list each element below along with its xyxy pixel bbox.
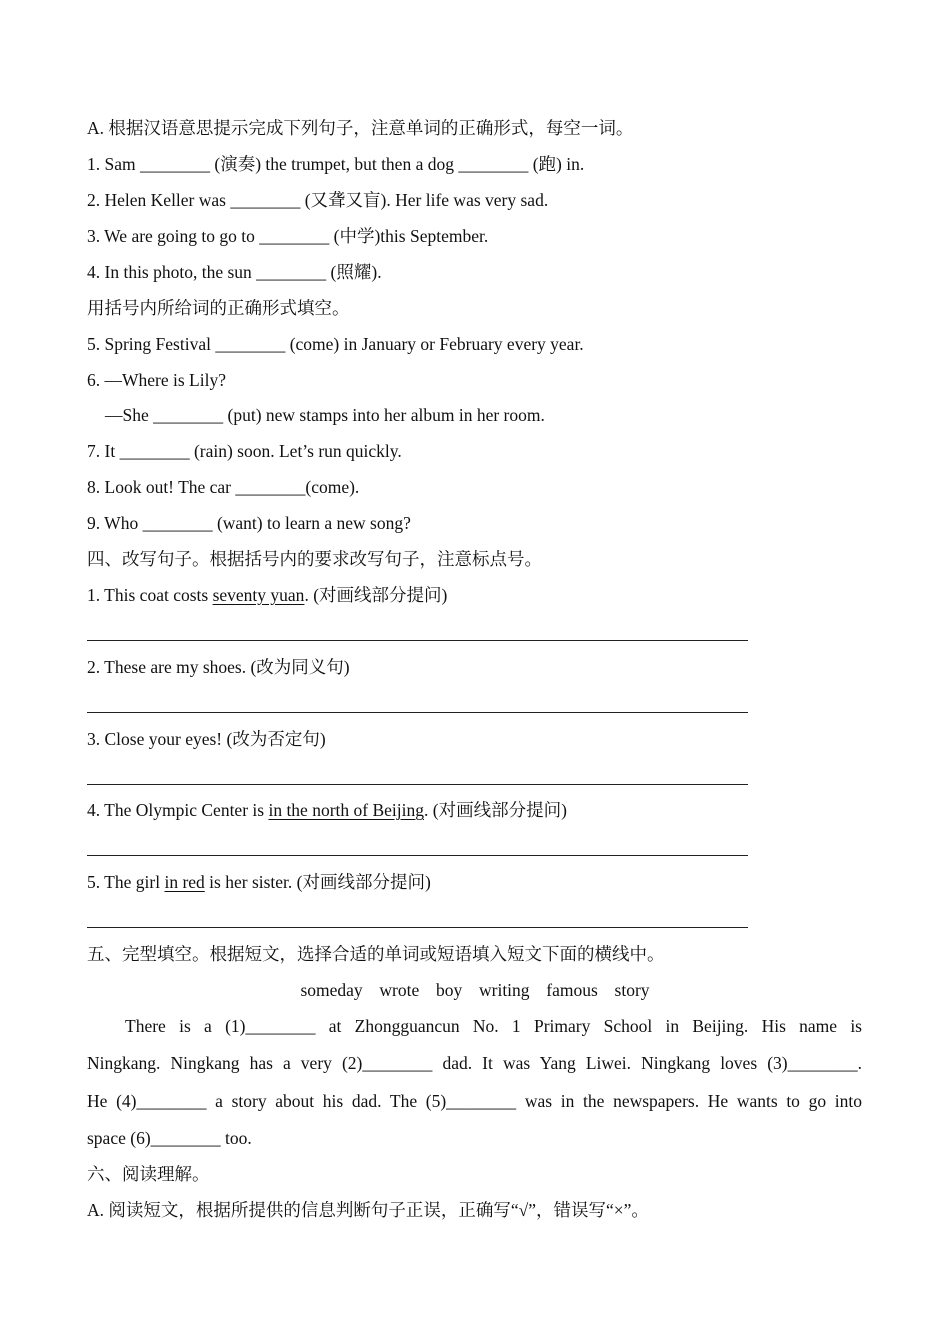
q1-after: . (对画线部分提问) bbox=[304, 585, 448, 605]
section-6-subheading: A. 阅读短文，根据所提供的信息判断句子正误，正确写“√”，错误写“×”。 bbox=[87, 1200, 649, 1220]
sentence-8: 8. Look out! The car ________(come). bbox=[87, 477, 360, 497]
q5-before: 5. The girl bbox=[87, 872, 165, 892]
sentence-6-answer: —She ________ (put) new stamps into her album in her room. bbox=[105, 405, 545, 425]
section-a-heading: A. 根据汉语意思提示完成下列句子，注意单词的正确形式，每空一词。 bbox=[87, 118, 634, 138]
sentence-1: 1. Sam ________ (演奏) the trumpet, but then a dog ________ (跑) in. bbox=[87, 154, 585, 174]
section-6-heading: 六、阅读理解。 bbox=[87, 1164, 210, 1184]
q4-underlined: in the north of Beijing bbox=[268, 800, 424, 820]
sentence-6-question: 6. —Where is Lily? bbox=[87, 370, 226, 390]
sentence-2: 2. Helen Keller was ________ (又聋又盲). Her life was very sad. bbox=[87, 190, 549, 210]
rewrite-question-2: 2. These are my shoes. (改为同义句) bbox=[87, 657, 350, 677]
rewrite-question-1 bbox=[87, 584, 447, 606]
answer-line-4[interactable] bbox=[87, 855, 748, 856]
sentence-9: 9. Who ________ (want) to learn a new song? bbox=[87, 513, 411, 533]
q5-after: is her sister. (对画线部分提问) bbox=[204, 872, 431, 892]
q4-after: . (对画线部分提问) bbox=[424, 800, 567, 820]
rewrite-question-3: 3. Close your eyes! (改为否定句) bbox=[87, 729, 326, 749]
sentence-5: 5. Spring Festival ________ (come) in January or February every year. bbox=[87, 334, 584, 354]
q4-before: 4. The Olympic Center is bbox=[87, 800, 269, 820]
section-b-heading: 用括号内所给词的正确形式填空。 bbox=[87, 298, 350, 318]
passage-line-3: He (4)________ a story about his dad. The (5)________ was in the newspapers. He wants to go into bbox=[87, 1091, 862, 1111]
sentence-3: 3. We are going to go to ________ (中学)this September. bbox=[87, 226, 489, 246]
answer-line-1[interactable] bbox=[87, 640, 748, 641]
q1-before: 1. This coat costs bbox=[87, 585, 213, 605]
word-bank: someday wrote boy writing famous story bbox=[300, 980, 650, 1000]
passage-line-2: Ningkang. Ningkang has a very (2)________ dad. It was Yang Liwei. Ningkang loves (3)________. bbox=[87, 1053, 862, 1073]
rewrite-question-4 bbox=[87, 799, 567, 821]
sentence-7: 7. It ________ (rain) soon. Let’s run quickly. bbox=[87, 441, 402, 461]
rewrite-question-5 bbox=[87, 871, 431, 893]
q5-underlined: in red bbox=[164, 872, 205, 892]
q1-underlined: seventy yuan bbox=[212, 585, 305, 605]
answer-line-5[interactable] bbox=[87, 927, 748, 928]
sentence-4: 4. In this photo, the sun ________ (照耀). bbox=[87, 262, 382, 282]
passage-line-1: There is a (1)________ at Zhongguancun No. 1 Primary School in Beijing. His name is bbox=[125, 1016, 862, 1036]
passage-line-4: space (6)________ too. bbox=[87, 1128, 252, 1148]
section-4-heading: 四、改写句子。根据括号内的要求改写句子，注意标点号。 bbox=[87, 549, 542, 569]
section-5-heading: 五、完型填空。根据短文，选择合适的单词或短语填入短文下面的横线中。 bbox=[87, 944, 665, 964]
answer-line-2[interactable] bbox=[87, 712, 748, 713]
answer-line-3[interactable] bbox=[87, 784, 748, 785]
